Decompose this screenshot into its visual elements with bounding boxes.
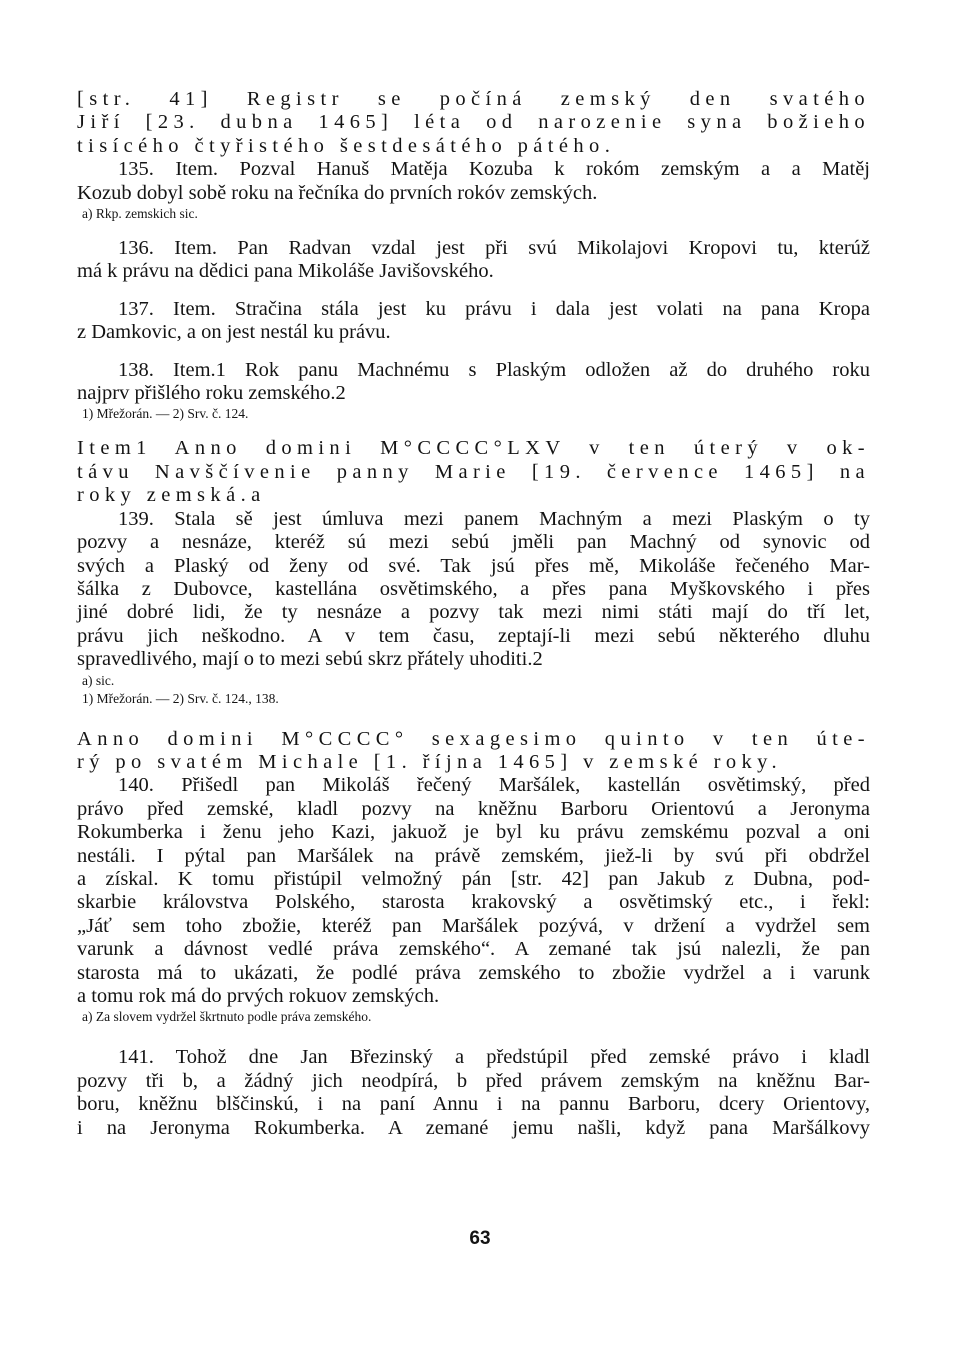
- entry-line: svých a Plaský od ženy od své. Tak jsú přes mě, Mikoláše řečeného Mar-: [77, 554, 870, 577]
- entry-line: 140. Přišedl pan Mikoláš řečený Maršálek, kastellán osvětimský, před: [118, 774, 870, 797]
- entry-line: Rokumberka i ženu jeho Kazi, jakuož je byl ku právu zemskému pozval a oni: [77, 821, 870, 844]
- session-line: Anno domini M°CCCC° sexagesimo quinto v ten úte-: [77, 727, 870, 750]
- heading-line: Jiří [23. dubna 1465] léta od narozenie syna božieho: [77, 111, 870, 134]
- entry-line: pozvy tři b, a žádný jich neodpírá, b před právem zemským na kněžnu Bar-: [77, 1069, 870, 1092]
- footnote: 1) Mřežorán. — 2) Srv. č. 124., 138.: [82, 690, 279, 706]
- entry-line: „Jáť sem toho zbožie, kteréž pan Maršálek pozývá, v držení a vydržel sem: [77, 914, 870, 937]
- entry-135: [77, 158, 870, 223]
- heading-line: tisícého čtyřistého šestdesátého pátého.: [77, 134, 616, 157]
- entry-line: šálka z Dubovce, kastellána osvětimského, a přes pana Myškovského i přes: [77, 577, 870, 600]
- session-line: távu Navščívenie panny Marie [19. července 1465] na: [77, 460, 870, 483]
- document-page: [77, 88, 870, 1140]
- entry-line: 141. Tohož dne Jan Březinský a předstúpil před zemské právo i kladl: [118, 1046, 870, 1069]
- entry-line: varunk a dávnost vedlé práva zemského“. A zemané tak jsú nalezli, že pan: [77, 938, 870, 961]
- entry-line: 135. Item. Pozval Hanuš Matěja Kozuba k rokóm zemským a a Matěj: [118, 158, 870, 181]
- session-line: roky zemská.a: [77, 484, 266, 507]
- entry-139: [77, 508, 870, 708]
- entry-line: Kozub dobyl sobě roku na řečníka do prvních rokóv zemských.: [77, 181, 598, 204]
- entry-line: nestáli. I pýtal pan Maršálek na právě zemském, jiež-li by svú při obdržel: [77, 844, 870, 867]
- footnote: a) Za slovem vydržel škrtnuto podle práva zemského.: [82, 1009, 372, 1025]
- entry-line: 136. Item. Pan Radvan vzdal jest při svú Mikolajovi Kropovi tu, kterúž: [118, 237, 870, 260]
- page-number: 63: [469, 1228, 491, 1249]
- footnote: 1) Mřežorán. — 2) Srv. č. 124.: [82, 406, 249, 422]
- entry-line: má k právu na dědici pana Mikoláše Javišovského.: [77, 260, 494, 283]
- entry-line: skarbie královstva Polského, starosta krakovský a osvětimský etc., i řekl:: [77, 891, 870, 914]
- entry-line: boru, kněžnu blščinskú, i na paní Annu i na pannu Barboru, dcery Orientovy,: [77, 1093, 870, 1116]
- entry-136: [77, 237, 870, 284]
- footnote: a) Rkp. zemskich sic.: [82, 206, 198, 222]
- footnote: a) sic.: [82, 672, 115, 688]
- entry-line: 138. Item.1 Rok panu Machnému s Plaským odložen až do druhého roku: [118, 358, 870, 381]
- entry-line: 139. Stala sě jest úmluva mezi panem Machným a mezi Plaským o ty: [118, 507, 870, 530]
- session-line: Item1 Anno domini M°CCCC°LXV v ten úterý v ok-: [77, 437, 870, 460]
- entry-line: právu jich neškodno. A v tem času, zeptají-li mezi sebú některého dluhu: [77, 624, 870, 647]
- entry-line: spravedlivého, mají o to mezi sebú skrz přátely uhoditi.2: [77, 648, 543, 671]
- entry-line: najprv přišlého roku zemského.2: [77, 382, 346, 405]
- entry-line: jiné dobré lidi, že ty nesnáze a pozvy tak mezi nimi státi mají do tří let,: [77, 601, 870, 624]
- entry-137: [77, 298, 870, 345]
- entry-line: 137. Item. Stračina stála jest ku právu i dala jest volati na pana Kropa: [118, 297, 870, 320]
- entry-line: a získal. K tomu přistúpil velmožný pán [str. 42] pan Jakub z Dubna, pod-: [77, 867, 870, 890]
- entry-138: [77, 359, 870, 424]
- register-heading: [77, 88, 870, 158]
- entry-line: starosta má to ukázati, že podlé práva zemského to zbožie vydržel a i varunk: [77, 961, 870, 984]
- session-line: rý po svatém Michale [1. října 1465] v zemské roky.: [77, 750, 783, 773]
- heading-line: [str. 41] Registr se počíná zemský den svatého: [77, 88, 870, 110]
- entry-line: pozvy a nesnáze, kteréž sú mezi sebú jměli pan Machný od synovic od: [77, 531, 870, 554]
- entry-141: [77, 1046, 870, 1140]
- entry-line: i na Jeronyma Rokumberka. A zemané jemu našli, když pana Maršálkovy: [77, 1116, 870, 1139]
- entry-140: [77, 774, 870, 1026]
- entry-line: právo před zemské, kladl pozvy na kněžnu Barboru Orientovú a Jeronyma: [77, 797, 870, 820]
- session-heading-october: [77, 728, 870, 775]
- entry-line: z Damkovic, a on jest nestál ku právu.: [77, 321, 391, 344]
- session-heading-july: [77, 437, 870, 507]
- entry-line: a tomu rok má do prvých rokuov zemských.: [77, 985, 440, 1007]
